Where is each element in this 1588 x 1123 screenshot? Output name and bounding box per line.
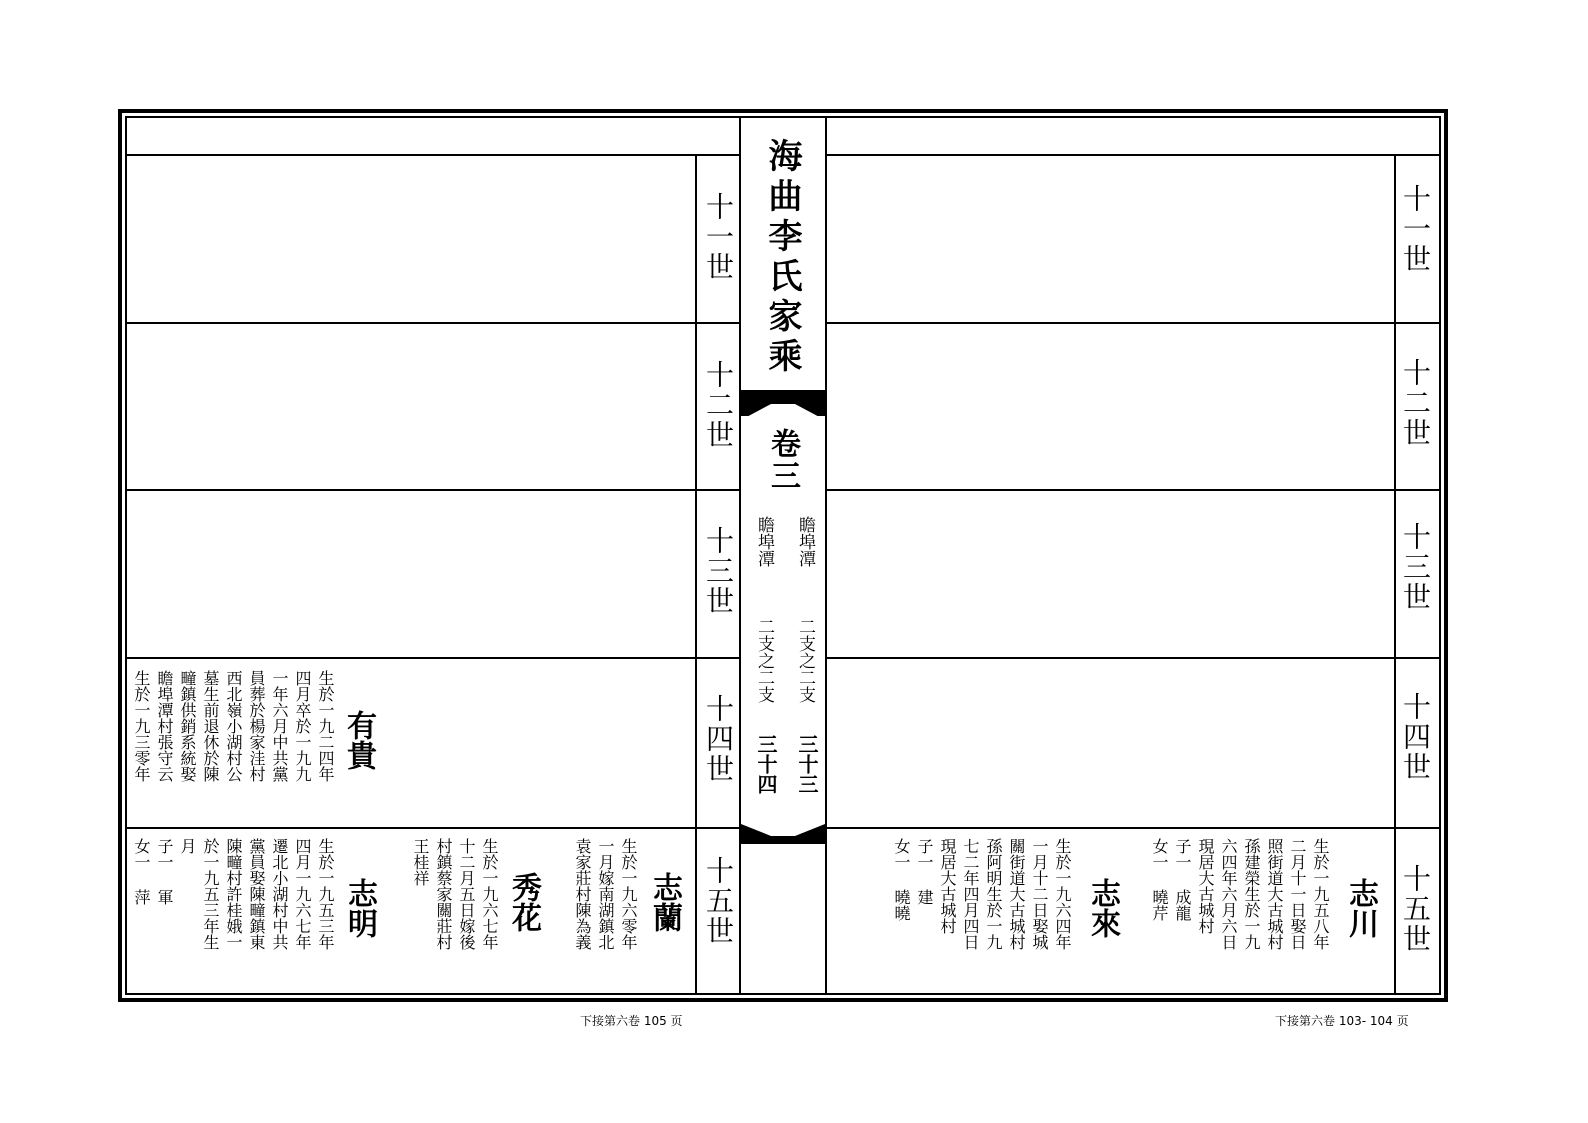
- bio-line: 四月卒於一九九: [293, 670, 312, 782]
- bio-line: 子一 建: [915, 838, 934, 905]
- right-header-line: [826, 154, 1439, 156]
- spine-right-page: 三十三: [795, 734, 819, 794]
- volume-label: 卷三: [765, 428, 800, 492]
- spine-notch-bottom: [741, 820, 825, 850]
- bio-line: 遷北小湖村中共: [270, 838, 289, 950]
- bio-line: 於一九五三年生: [201, 838, 220, 950]
- right-row-divider: [826, 657, 1439, 659]
- right-row-divider: [826, 489, 1439, 491]
- spine-right-branch: 二支之二支: [795, 618, 815, 703]
- right-row-divider: [826, 322, 1439, 324]
- bio-line: 月: [178, 838, 197, 854]
- right-gen-14: 十四世: [1399, 692, 1432, 782]
- bio-line: 生於一九五三年: [316, 838, 335, 950]
- left-gen-15: 十五世: [702, 856, 735, 946]
- book-title: 海曲李氏家乘: [762, 138, 802, 378]
- bio-line: 七二年四月四日: [961, 838, 980, 950]
- person-name-zhichuan: 志川: [1343, 878, 1378, 938]
- bio-line: 生於一九三零年: [132, 670, 151, 782]
- bio-line: 二月十一日娶日: [1288, 838, 1307, 950]
- bio-line: 王桂祥: [411, 838, 430, 886]
- bio-line: 一月十二日娶城: [1030, 838, 1049, 950]
- bio-line: 瞻埠潭村張守云: [155, 670, 174, 782]
- bio-line: 生於一九六七年: [480, 838, 499, 950]
- right-gen-15: 十五世: [1399, 864, 1432, 954]
- left-row-divider: [127, 657, 739, 659]
- left-row-divider: [127, 827, 739, 829]
- spine-right-place: 瞻埠潭: [795, 516, 815, 567]
- spine-left-branch: 二支之二支: [754, 618, 774, 703]
- right-gen-12: 十二世: [1399, 358, 1432, 448]
- bio-line: 子一 軍: [155, 838, 174, 905]
- spine-left-page: 三十四: [754, 734, 778, 794]
- spine-right-border: [825, 117, 827, 993]
- bio-line: 袁家莊村陳為義: [573, 838, 592, 950]
- footer-left-continuation: 下接第六卷 105 页: [580, 1014, 683, 1028]
- person-name-xiuhua: 秀花: [506, 872, 541, 932]
- bio-line: 一年六月中共黨: [270, 670, 289, 782]
- bio-line: 生於一九五八年: [1311, 838, 1330, 950]
- bio-line: 員葬於楊家洼村: [247, 670, 266, 782]
- bio-line: 女一 曉芹: [1150, 838, 1169, 921]
- left-gen-12: 十二世: [702, 360, 735, 450]
- bio-line: 照街道大古城村: [1265, 838, 1284, 950]
- left-row-divider: [127, 489, 739, 491]
- bio-line: 村鎮蔡家關莊村: [434, 838, 453, 950]
- person-name-yougui: 有貴: [341, 710, 376, 770]
- bio-line: 墓生前退休於陳: [201, 670, 220, 782]
- spine-left-border: [739, 117, 741, 993]
- bio-line: 女一 萍: [132, 838, 151, 905]
- bio-line: 生於一九六四年: [1053, 838, 1072, 950]
- bio-line: 現居大古城村: [1196, 838, 1215, 934]
- person-name-zhilan: 志蘭: [647, 872, 682, 932]
- right-gen-column-border: [1394, 155, 1396, 993]
- person-name-zhilai: 志來: [1085, 878, 1120, 938]
- bio-line: 西北嶺小湖村公: [224, 670, 243, 782]
- bio-line: 現居大古城村: [938, 838, 957, 934]
- bio-line: 陳疃村許桂娥一: [224, 838, 243, 950]
- bio-line: 孫阿明生於一九: [984, 838, 1003, 950]
- person-name-zhiming: 志明: [342, 878, 377, 938]
- spine-left-place: 瞻埠潭: [754, 516, 774, 567]
- left-row-divider: [127, 322, 739, 324]
- spine-notch-top: [741, 402, 825, 420]
- bio-line: 六四年六月六日: [1219, 838, 1238, 950]
- right-gen-13: 十三世: [1399, 522, 1432, 612]
- bio-line: 子一 成龍: [1173, 838, 1192, 921]
- left-gen-column-border: [695, 155, 697, 993]
- bio-line: 孫建榮生於一九: [1242, 838, 1261, 950]
- bio-line: 十二月五日嫁後: [457, 838, 476, 950]
- right-gen-11: 十一世: [1399, 184, 1432, 274]
- left-gen-13: 十三世: [702, 526, 735, 616]
- bio-line: 黨員娶陳疃鎮東: [247, 838, 266, 950]
- bio-line: 生於一九六零年: [619, 838, 638, 950]
- bio-line: 生於一九二四年: [316, 670, 335, 782]
- bio-line: 關街道大古城村: [1007, 838, 1026, 950]
- bio-line: 疃鎮供銷系統娶: [178, 670, 197, 782]
- left-gen-11: 十一世: [702, 192, 735, 282]
- left-gen-14: 十四世: [702, 694, 735, 784]
- bio-line: 女一 曉曉: [892, 838, 911, 921]
- right-row-divider: [826, 827, 1439, 829]
- bio-line: 四月一九六七年: [293, 838, 312, 950]
- bio-line: 一月嫁南湖鎮北: [596, 838, 615, 950]
- footer-right-continuation: 下接第六卷 103- 104 页: [1275, 1014, 1409, 1028]
- left-header-line: [127, 154, 739, 156]
